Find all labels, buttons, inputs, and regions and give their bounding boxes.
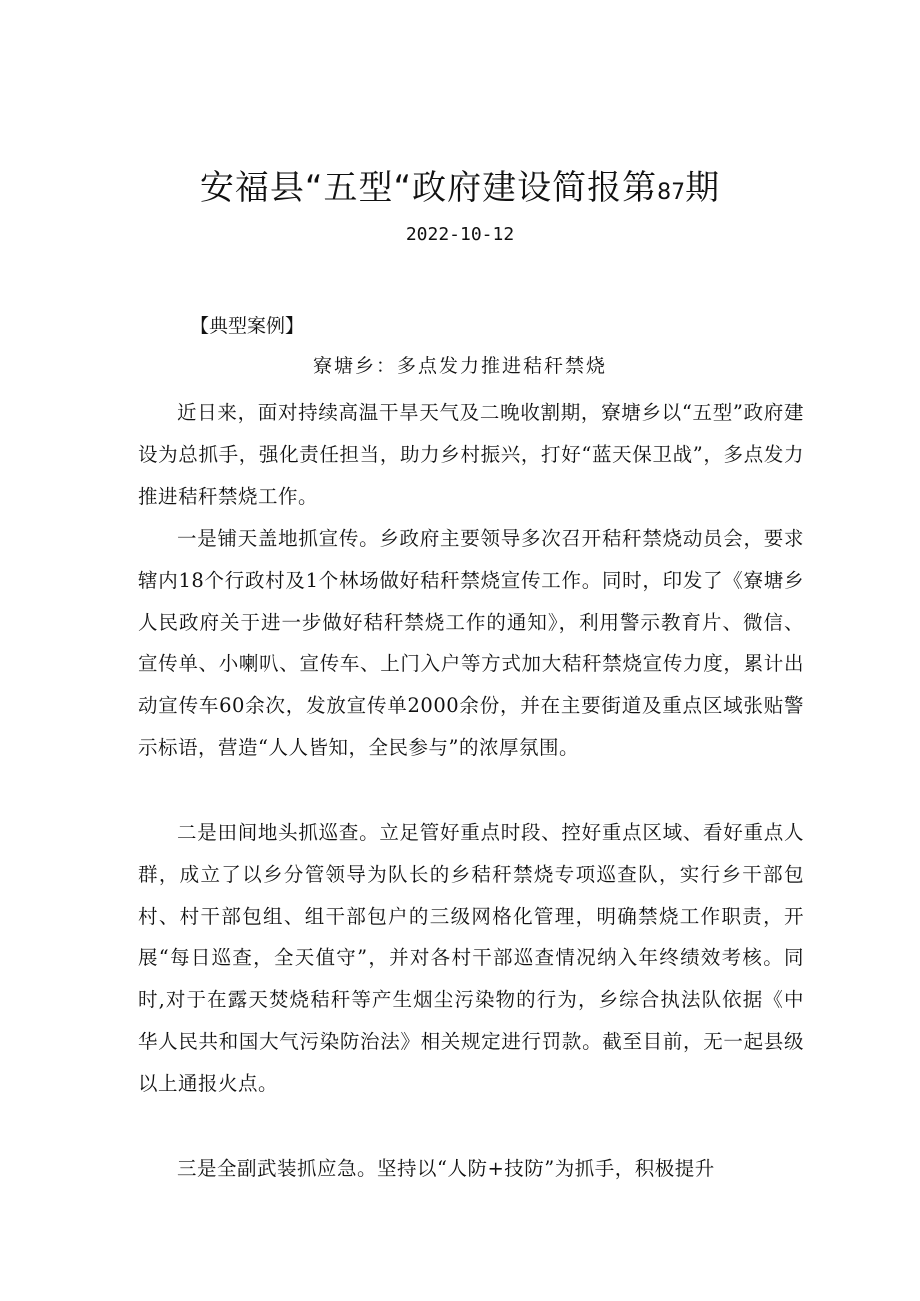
issue-number: 87 bbox=[657, 180, 686, 205]
paragraph-emergency: 三是全副武装抓应急。坚持以“人防+技防”为抓手，积极提升 bbox=[177, 1157, 715, 1180]
paragraph-patrol: 二是田间地头抓巡查。立足管好重点时段、控好重点区域、看好重点人群，成立了以乡分管领导为队长的乡秸秆禁烧专项巡查队，实行乡干部包村、村干部包组、组干部包户的三级网格化管理，明确禁烧工作职责，开展“每日巡查，全天值守”，并对各村干部巡查情况纳入年终绩效考核。同时,对于在露天焚烧秸秆等产生烟尘污染物的行为，乡综合执法队依据《中华人民共和国大气污染防治法》相关规定进行罚款。截至目前，无一起县级以上通报火点。 bbox=[138, 821, 804, 1095]
article-subtitle: 寮塘乡：多点发力推进秸秆禁烧 bbox=[312, 355, 607, 377]
document-title bbox=[0, 166, 920, 215]
title-text: 安福县“五型“政府建设简报第 bbox=[199, 168, 658, 208]
paragraph-publicity: 一是铺天盖地抓宣传。乡政府主要领导多次召开秸秆禁烧动员会，要求辖内18个行政村及1个林场做好秸秆禁烧宣传工作。同时，印发了《寮塘乡人民政府关于进一步做好秸秆禁烧工作的通知》，利用警示教育片、微信、宣传单、小喇叭、宣传车、上门入户等方式加大秸秆禁烧宣传力度，累计出动宣传车60余次，发放宣传单2000余份，并在主要街道及重点区域张贴警示标语，营造“人人皆知，全民参与”的浓厚氛围。 bbox=[138, 527, 804, 759]
section-label: 【典型案例】 bbox=[190, 315, 305, 337]
title-suffix: 期 bbox=[685, 168, 721, 208]
paragraph-intro: 近日来，面对持续高温干旱天气及二晚收割期，寮塘乡以“五型”政府建设为总抓手，强化责任担当，助力乡村振兴，打好“蓝天保卫战”，多点发力推进秸秆禁烧工作。 bbox=[138, 401, 804, 508]
document-date: 2022-10-12 bbox=[405, 224, 515, 245]
